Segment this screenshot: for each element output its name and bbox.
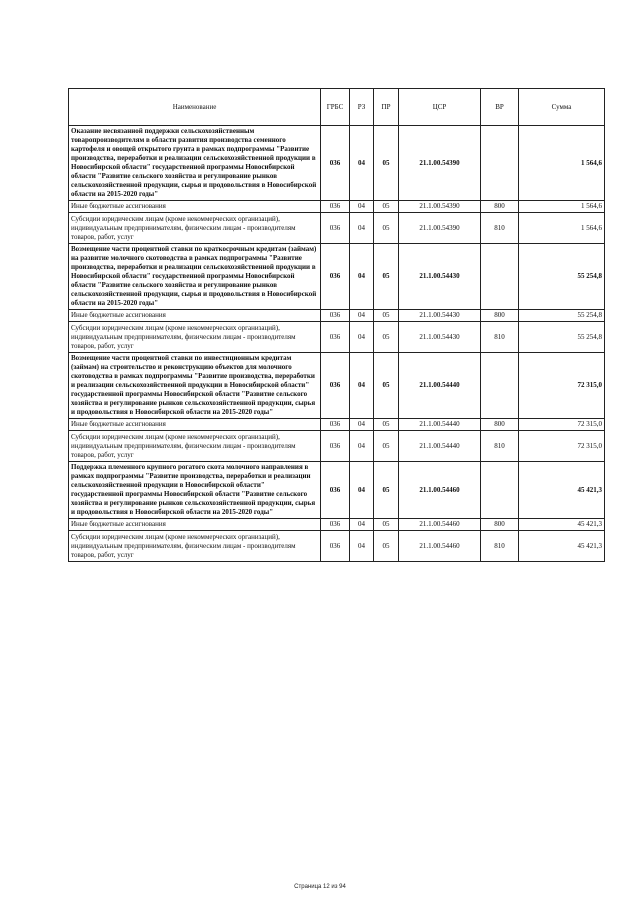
cell-rz: 04: [350, 353, 374, 419]
cell-rz: 04: [350, 322, 374, 353]
budget-table: [68, 88, 605, 562]
cell-sum: 55 254,8: [519, 310, 605, 322]
cell-grbs: 036: [321, 531, 350, 562]
cell-grbs: 036: [321, 322, 350, 353]
cell-pr: 05: [374, 322, 399, 353]
cell-vr: 810: [481, 213, 519, 244]
cell-name: Субсидии юридическим лицам (кроме некоммерческих организаций), индивидуальным предпринимателям, физическим лицам - производителям товаров, работ, услуг: [69, 531, 321, 562]
cell-rz: 04: [350, 462, 374, 519]
cell-csr: 21.1.00.54440: [399, 419, 481, 431]
cell-sum: 72 315,0: [519, 431, 605, 462]
cell-name: Возмещение части процентной ставки по краткосрочным кредитам (займам) на развитие молочного скотоводства в рамках подпрограммы "Развитие производства, переработки и реализации сельскохозяйственной продукции в Новосибирской области" государственной программы Новосибирской области "Развитие сельского хозяйства и регулирование рынков сельскохозяйственной продукции, сырья и продовольствия в Новосибирской области на 2015-2020 годы": [69, 244, 321, 310]
table-row: [69, 519, 605, 531]
cell-rz: 04: [350, 126, 374, 201]
table-row: [69, 201, 605, 213]
cell-vr: [481, 126, 519, 201]
table-row: [69, 431, 605, 462]
header-grbs: ГРБС: [321, 89, 350, 126]
cell-vr: 800: [481, 519, 519, 531]
cell-vr: 810: [481, 322, 519, 353]
cell-csr: 21.1.00.54460: [399, 531, 481, 562]
cell-grbs: 036: [321, 519, 350, 531]
cell-csr: 21.1.00.54430: [399, 322, 481, 353]
cell-rz: 04: [350, 519, 374, 531]
cell-sum: 1 564,6: [519, 213, 605, 244]
cell-grbs: 036: [321, 431, 350, 462]
cell-vr: 800: [481, 419, 519, 431]
cell-rz: 04: [350, 201, 374, 213]
cell-pr: 05: [374, 353, 399, 419]
cell-grbs: 036: [321, 310, 350, 322]
cell-grbs: 036: [321, 462, 350, 519]
cell-name: Поддержка племенного крупного рогатого скота молочного направления в рамках подпрограммы "Развитие производства, переработки и реализации сельскохозяйственной продукции в Новосибирской области" государственной программы Новосибирской области "Развитие сельского хозяйства и регулирование рынков сельскохозяйственной продукции, сырья и продовольствия в Новосибирской области на 2015-2020 годы": [69, 462, 321, 519]
table-row: [69, 213, 605, 244]
cell-name: Иные бюджетные ассигнования: [69, 201, 321, 213]
table-body: [69, 126, 605, 562]
cell-rz: 04: [350, 213, 374, 244]
cell-rz: 04: [350, 244, 374, 310]
cell-rz: 04: [350, 431, 374, 462]
cell-vr: 800: [481, 310, 519, 322]
cell-name: Иные бюджетные ассигнования: [69, 519, 321, 531]
cell-grbs: 036: [321, 419, 350, 431]
cell-name: Возмещение части процентной ставки по инвестиционным кредитам (займам) на строительство и реконструкцию объектов для молочного скотоводства в рамках подпрограммы "Развитие производства, переработки и реализации сельскохозяйственной продукции в Новосибирской области" государственной программы Новосибирской области "Развитие сельского хозяйства и регулирование рынков сельскохозяйственной продукции, сырья и продовольствия в Новосибирской области на 2015-2020 годы": [69, 353, 321, 419]
cell-sum: 55 254,8: [519, 244, 605, 310]
cell-csr: 21.1.00.54430: [399, 244, 481, 310]
table-row: [69, 353, 605, 419]
cell-name: Субсидии юридическим лицам (кроме некоммерческих организаций), индивидуальным предпринимателям, физическим лицам - производителям товаров, работ, услуг: [69, 431, 321, 462]
cell-pr: 05: [374, 431, 399, 462]
cell-grbs: 036: [321, 244, 350, 310]
cell-grbs: 036: [321, 353, 350, 419]
cell-csr: 21.1.00.54390: [399, 201, 481, 213]
cell-sum: 45 421,3: [519, 519, 605, 531]
cell-grbs: 036: [321, 126, 350, 201]
header-pr: ПР: [374, 89, 399, 126]
cell-rz: 04: [350, 419, 374, 431]
cell-vr: [481, 353, 519, 419]
cell-grbs: 036: [321, 201, 350, 213]
cell-sum: 72 315,0: [519, 353, 605, 419]
cell-rz: 04: [350, 531, 374, 562]
table-row: [69, 126, 605, 201]
cell-name: Субсидии юридическим лицам (кроме некоммерческих организаций), индивидуальным предпринимателям, физическим лицам - производителям товаров, работ, услуг: [69, 213, 321, 244]
cell-pr: 05: [374, 244, 399, 310]
cell-pr: 05: [374, 126, 399, 201]
cell-csr: 21.1.00.54460: [399, 462, 481, 519]
header-csr: ЦСР: [399, 89, 481, 126]
cell-name: Оказание несвязанной поддержки сельскохозяйственным товаропроизводителям в области развития производства семенного картофеля и овощей открытого грунта в рамках подпрограммы "Развитие производства, переработки и реализации сельскохозяйственной продукции в Новосибирской области" государственной программы Новосибирской области "Развитие сельского хозяйства и регулирование рынков сельскохозяйственной продукции, сырья и продовольствия в Новосибирской области на 2015-2020 годы": [69, 126, 321, 201]
cell-csr: 21.1.00.54460: [399, 519, 481, 531]
header-name: Наименование: [69, 89, 321, 126]
table-row: [69, 322, 605, 353]
cell-csr: 21.1.00.54430: [399, 310, 481, 322]
cell-pr: 05: [374, 310, 399, 322]
cell-csr: 21.1.00.54390: [399, 126, 481, 201]
cell-pr: 05: [374, 213, 399, 244]
cell-pr: 05: [374, 419, 399, 431]
cell-vr: [481, 244, 519, 310]
table-row: [69, 244, 605, 310]
cell-sum: 45 421,3: [519, 531, 605, 562]
table-row: [69, 310, 605, 322]
cell-vr: 810: [481, 431, 519, 462]
header-vr: ВР: [481, 89, 519, 126]
cell-vr: 810: [481, 531, 519, 562]
cell-sum: 1 564,6: [519, 126, 605, 201]
header-sum: Сумма: [519, 89, 605, 126]
cell-vr: 800: [481, 201, 519, 213]
cell-csr: 21.1.00.54390: [399, 213, 481, 244]
cell-pr: 05: [374, 201, 399, 213]
header-rz: РЗ: [350, 89, 374, 126]
cell-name: Субсидии юридическим лицам (кроме некоммерческих организаций), индивидуальным предпринимателям, физическим лицам - производителям товаров, работ, услуг: [69, 322, 321, 353]
page-number: Страница 12 из 94: [294, 884, 346, 890]
cell-pr: 05: [374, 519, 399, 531]
cell-sum: 45 421,3: [519, 462, 605, 519]
cell-vr: [481, 462, 519, 519]
table-row: [69, 462, 605, 519]
cell-sum: 72 315,0: [519, 419, 605, 431]
table-row: [69, 419, 605, 431]
cell-name: Иные бюджетные ассигнования: [69, 419, 321, 431]
cell-pr: 05: [374, 531, 399, 562]
cell-pr: 05: [374, 462, 399, 519]
cell-csr: 21.1.00.54440: [399, 431, 481, 462]
cell-grbs: 036: [321, 213, 350, 244]
table-header-row: [69, 89, 605, 126]
table-row: [69, 531, 605, 562]
cell-name: Иные бюджетные ассигнования: [69, 310, 321, 322]
cell-sum: 1 564,6: [519, 201, 605, 213]
cell-rz: 04: [350, 310, 374, 322]
cell-csr: 21.1.00.54440: [399, 353, 481, 419]
cell-sum: 55 254,8: [519, 322, 605, 353]
